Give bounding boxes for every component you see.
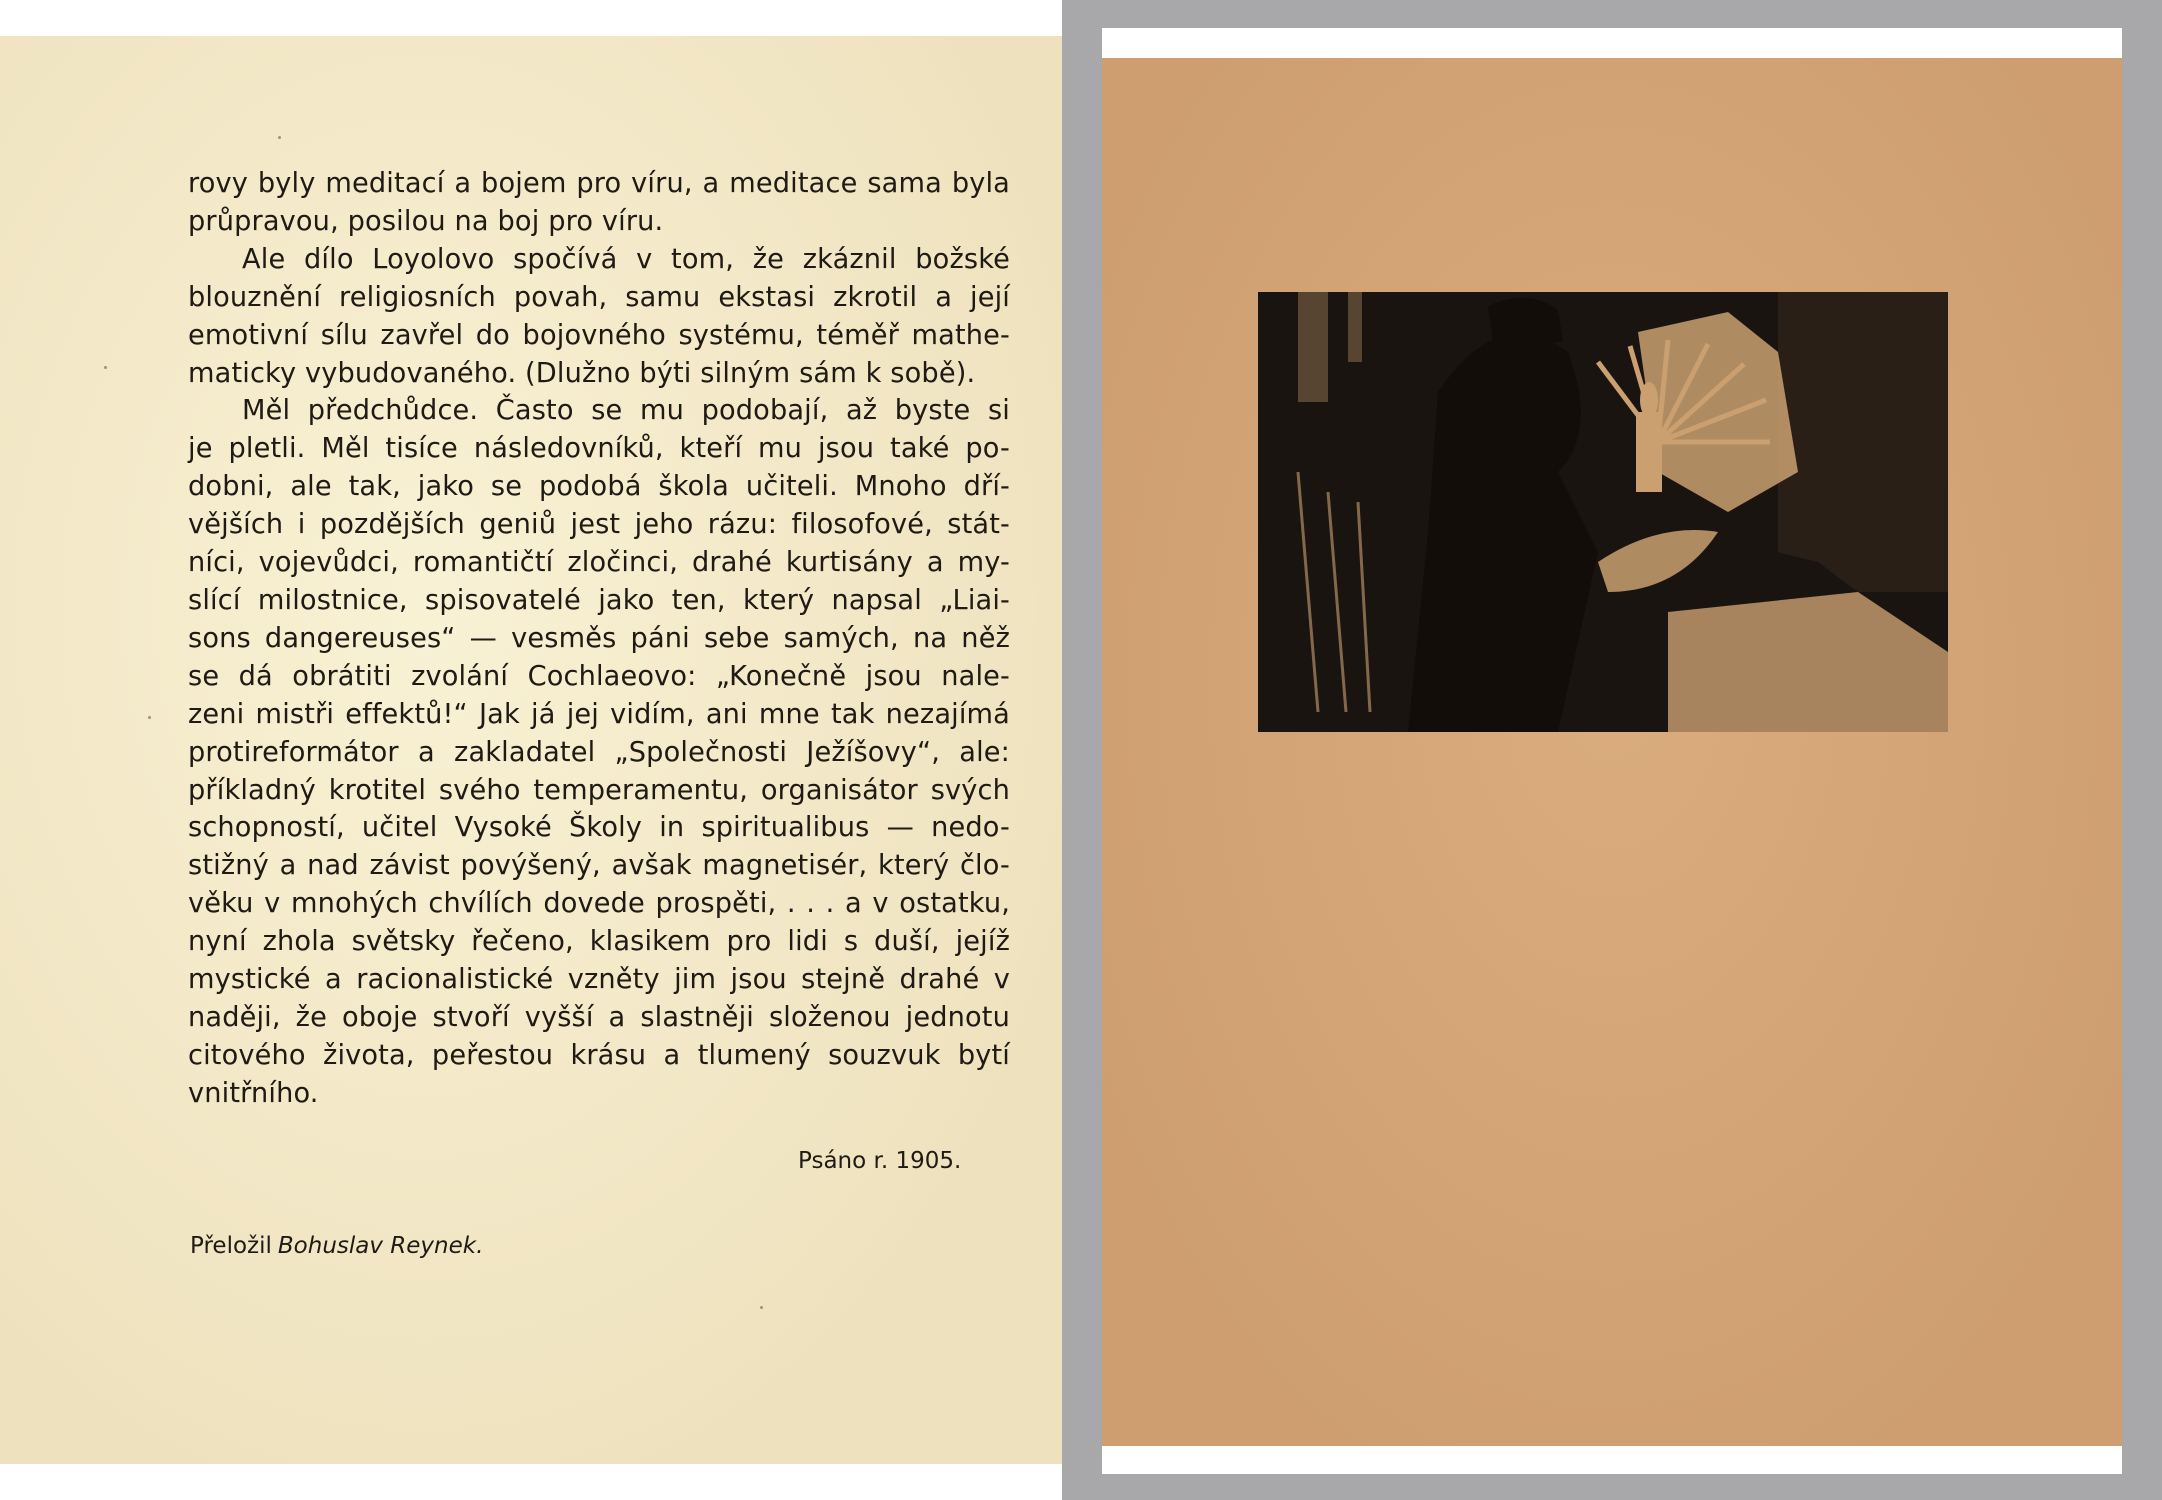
right-page (1102, 58, 2122, 1446)
text-line: stižný a nad závist povýšený, avšak magnetisér, který člo- (188, 850, 1010, 882)
translator-name: Bohuslav Reynek. (277, 1233, 484, 1259)
paper-speck (760, 1306, 763, 1309)
text-line: mystické a racionalistické vzněty jim jsou stejně drahé v (188, 964, 1010, 996)
background-post (1348, 292, 1362, 362)
text-line: dobni, ale tak, jako se podobá škola učiteli. Mnoho dří- (188, 471, 1010, 503)
text-line: Ale dílo Loyolovo spočívá v tom, že zkáznil božské (242, 243, 1010, 275)
text-line: protireformátor a zakladatel „Společnosti Ježíšovy“, ale: (188, 736, 1010, 768)
credit-prefix: Přeložil (190, 1233, 272, 1259)
text-line: průpravou, posilou na boj pro víru. (188, 205, 664, 237)
text-line: níci, vojevůdci, romantičtí zločinci, drahé kurtisány a my- (188, 547, 1010, 579)
paper-speck (104, 366, 107, 369)
text-line: rovy byly meditací a bojem pro víru, a meditace sama byla (188, 168, 1010, 199)
text-line: slící milostnice, spisovatelé jako ten, který napsal „Liai- (188, 584, 1010, 616)
window-frame (1778, 292, 1948, 592)
candle-flame (1640, 382, 1658, 418)
text-line: vějších i pozdějších geniů jest jeho rázu: filosofové, stát- (188, 509, 1010, 541)
text-line: příkladný krotitel svého temperamentu, organisátor svých (188, 774, 1010, 806)
translator-credit (190, 1233, 483, 1259)
candle (1636, 412, 1662, 492)
date-line: Psáno r. 1905. (798, 1148, 962, 1174)
text-line: Měl předchůdce. Často se mu podobají, až byste si (242, 395, 1010, 427)
text-line: je pletli. Měl tisíce následovníků, kteří mu jsou také po- (188, 433, 1010, 465)
paper-speck (278, 136, 281, 139)
text-line: se dá obrátiti zvolání Cochlaeovo: „Konečně jsou nale- (188, 660, 1010, 692)
text-line: emotivní sílu zavřel do bojovného systému, téměř mathe- (188, 319, 1010, 351)
woodcut-illustration (1258, 292, 1948, 732)
body-text (188, 165, 1010, 1113)
background-post (1298, 292, 1328, 402)
text-line: sons dangereuses“ — vesměs páni sebe samých, na něž (188, 622, 1010, 654)
text-line: nyní zhola světsky řečeno, klasikem pro lidi s duší, jejíž (188, 926, 1010, 958)
text-line: věku v mnohých chvílích dovede prospěti, . . . a v ostatku, (188, 888, 1010, 920)
text-line: naději, že oboje stvoří vyšší a slastněji složenou jednotu (188, 1001, 1010, 1033)
text-line: blouznění religiosních povah, samu ekstasi zkrotil a její (188, 281, 1010, 313)
text-line: zeni mistři effektů!“ Jak já jej vidím, ani mne tak nezajímá (188, 698, 1010, 730)
text-line: schopností, učitel Vysoké Školy in spiritualibus — nedo- (188, 812, 1010, 844)
text-line: maticky vybudovaného. (Dlužno býti silným sám k sobě). (188, 357, 976, 389)
text-line: citového života, peřestou krásu a tlumený souzvuk bytí (188, 1039, 1010, 1071)
paper-speck (148, 716, 151, 719)
text-line: vnitřního. (188, 1077, 319, 1109)
